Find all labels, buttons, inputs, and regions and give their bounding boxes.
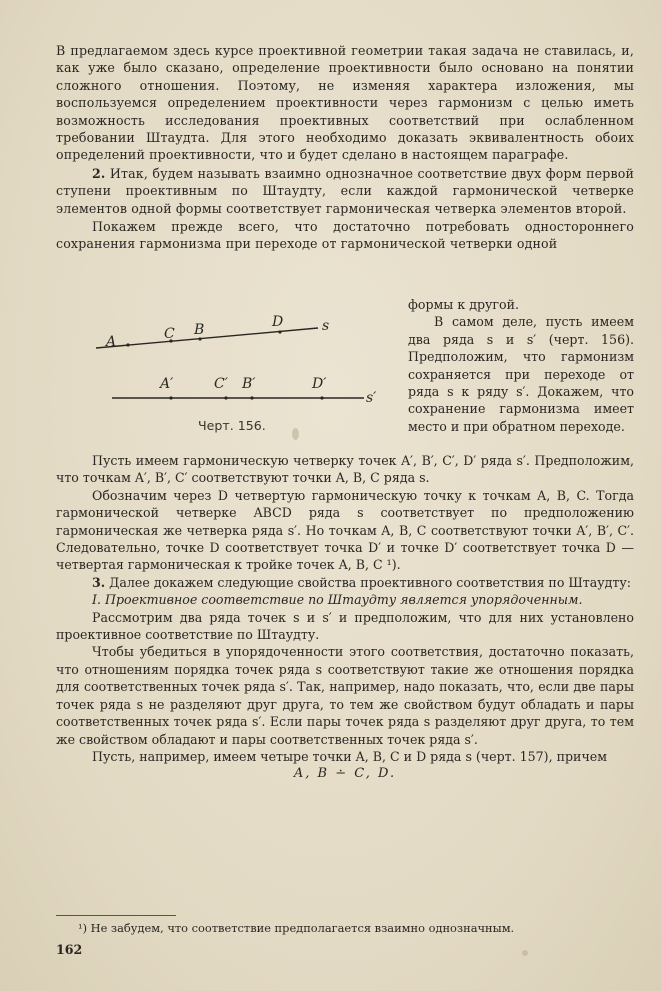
label-s-prime: s′ <box>366 390 377 406</box>
point-c-prime <box>224 396 227 399</box>
paragraph-2-text: Итак, будем называть взаимно однозначное соответствие двух форм первой ступени проективным по Штаудту, если каждой гармонической четверке элементов одной формы соответствует гармоническая четверка элементов второй. <box>56 165 634 216</box>
label-d-prime: D′ <box>312 376 327 392</box>
figure-side-text <box>408 296 634 435</box>
main-text-block <box>56 42 634 253</box>
formula: A, B ∸ C, D. <box>293 766 397 782</box>
figure-caption: Черт. 156. <box>198 418 266 433</box>
point-b-prime <box>250 396 253 399</box>
continued-text-block <box>56 452 634 783</box>
theorem-statement: I. Проективное соответствие по Штаудту является упорядоченным. <box>92 592 583 608</box>
point-d-prime <box>320 396 323 399</box>
paragraph-5: Обозначим через D четвертую гармоническую точку к точкам A, B, C. Тогда гармонической четверке ABCD ряда s соответствует по предположению гармоническая же четверка ряда s′. Но точкам A, B, C соответствуют точки A′, B′, C′. Следовательно, точке D соответствует точка D′ и точке D′ соответствует точка D — четвертая гармоническая к тройке точек A, B, C ¹). <box>56 487 634 573</box>
paragraph-2 <box>56 165 634 217</box>
paragraph-6 <box>56 574 634 591</box>
paragraph-4: Пусть имеем гармоническую четверку точек A′, B′, C′, D′ ряда s′. Предположим, что точкам A′, B′, C′ соответствуют точки A, B, C ряда s. <box>56 453 634 486</box>
page-number: 162 <box>56 942 83 957</box>
paragraph-9: Пусть, например, имеем четыре точки A, B, C и D ряда s (черт. 157), причем <box>92 748 608 764</box>
label-c: C <box>164 326 175 342</box>
paragraph-6-text: Далее докажем следующие свойства проективного соответствия по Штаудту: <box>105 574 632 590</box>
paragraph-1: В предлагаемом здесь курсе проективной геометрии такая задача не ставилась, и, как уже было сказано, определение проективности было основано на понятии сложного отношения. Поэтому, не изменяя характера изложения, мы воспользуемся определением проективности через гармонизм с целью иметь возможность исследования проективных соответствий при ослабленном требовании Штаудта. Для этого необходимо доказать эквивалентность обоих определений проективности, что и будет сделано в настоящем параграфе. <box>56 43 634 163</box>
label-c-prime: C′ <box>214 376 228 392</box>
label-s: s <box>322 318 330 334</box>
side-text-2: В самом деле, пусть имеем два ряда s и s′ (черт. 156). Предположим, что гармонизм сохраняется при переходе от ряда s к ряду s′. Докажем, что сохранение гармонизма имеет место и при обратном переходе. <box>408 314 634 434</box>
label-b: B <box>194 322 205 338</box>
ink-blot <box>292 428 299 440</box>
label-d: D <box>272 314 284 330</box>
label-a-prime: A′ <box>160 376 174 392</box>
section-number-2: 2. <box>92 165 106 181</box>
point-a <box>126 343 129 346</box>
footnote: ¹) Не забудем, что соответствие предполагается взаимно однозначным. <box>78 921 515 935</box>
section-number-3: 3. <box>92 574 106 590</box>
paragraph-3: Покажем прежде всего, что достаточно потребовать одностороннего сохранения гармонизма при переходе от гармонической четверки одной <box>56 219 634 252</box>
label-a: A <box>106 334 117 350</box>
point-a-prime <box>169 396 172 399</box>
label-b-prime: B′ <box>242 376 256 392</box>
point-d <box>278 330 281 333</box>
ink-spot <box>522 950 528 956</box>
footnote-divider <box>56 915 176 916</box>
paragraph-7: Рассмотрим два ряда точек s и s′ и предположим, что для них установлено проективное соответствие по Штаудту. <box>56 609 634 643</box>
side-text-1: формы к другой. <box>408 297 520 312</box>
paragraph-8: Чтобы убедиться в упорядоченности этого соответствия, достаточно показать, что отношениям порядка точек ряда s соответствуют такие же отношения порядка для соответственных точек ряда s′. Так, например, надо показать, что, если две пары точек ряда s не разделяют друг друга, то тем же свойством будут обладать и пары соответственных точек ряда s′. Если пары точек ряда s разделяют друг друга, то тем же свойством обладают и пары соответственных точек ряда s′. <box>56 644 634 747</box>
